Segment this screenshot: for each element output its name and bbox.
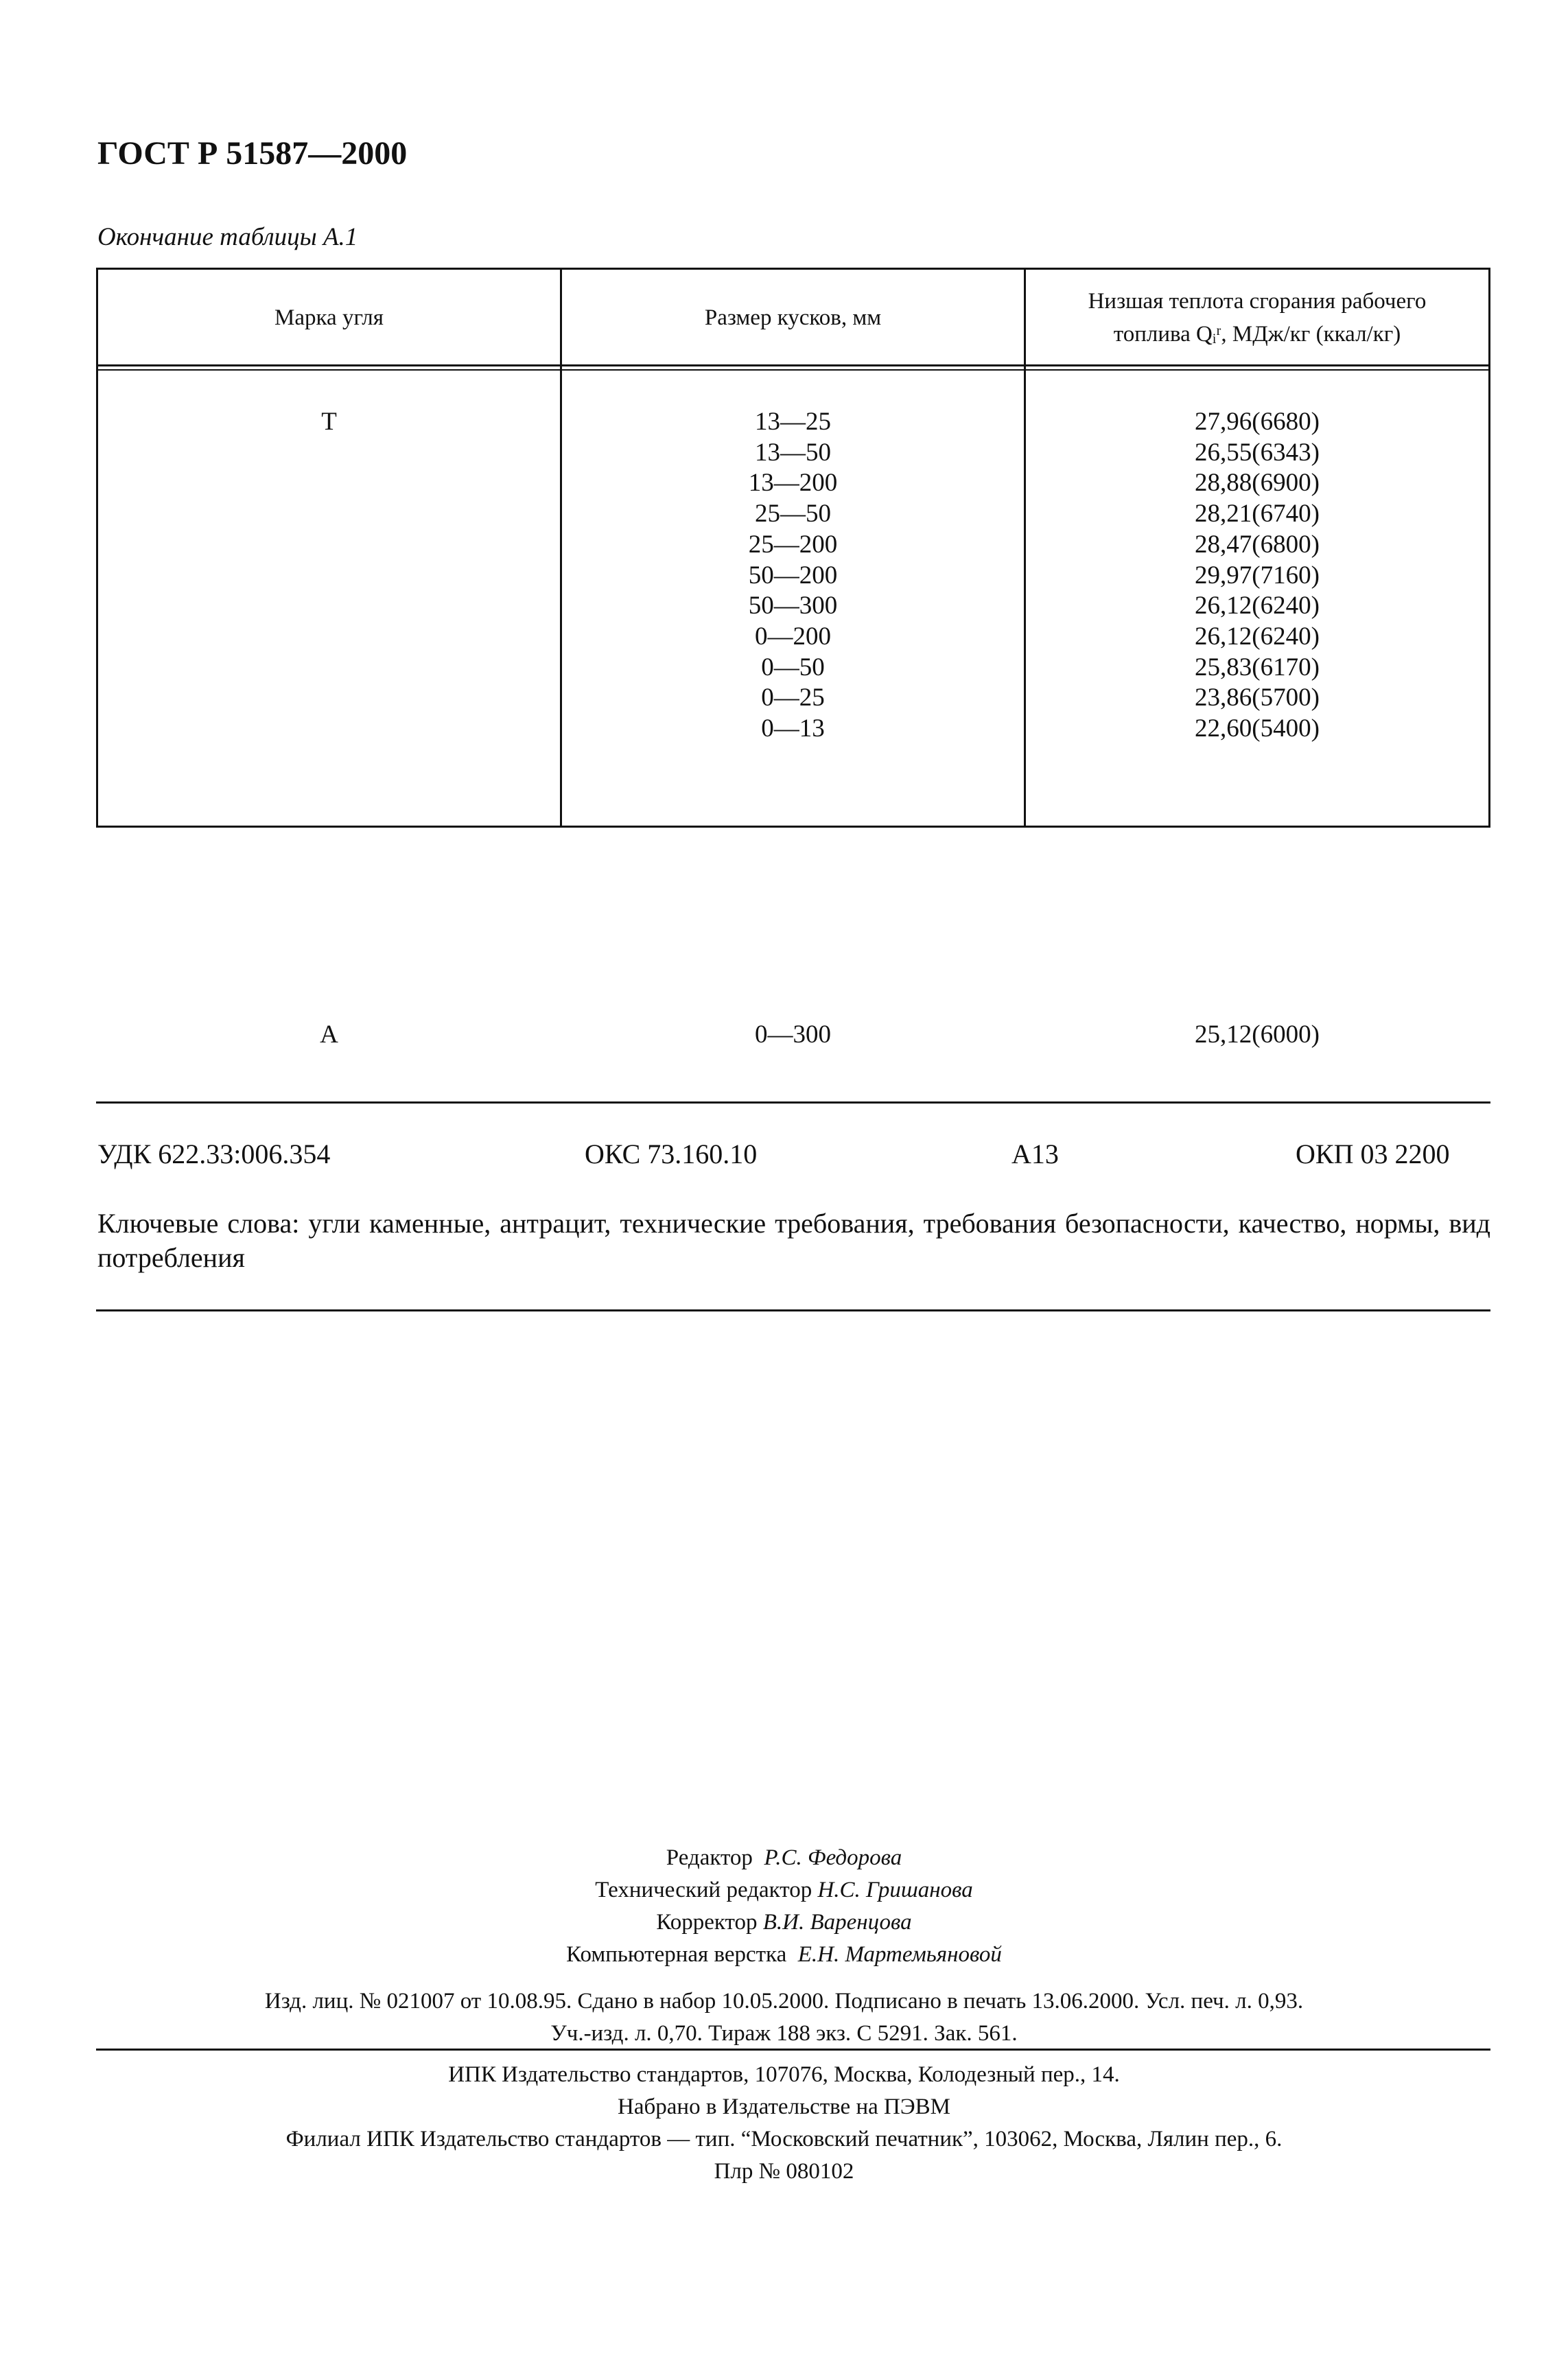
size-cell: 25—50	[755, 500, 831, 528]
sizes-list-t	[562, 407, 1024, 745]
header-divider-double	[98, 369, 1488, 371]
value-cell: 22,60(5400)	[1195, 714, 1320, 743]
header-size: Размер кусков, мм	[704, 305, 882, 330]
size-cell: 50—200	[748, 561, 838, 590]
credit-tech-editor: Технический редактор Н.С. Гришанова	[595, 1878, 973, 1902]
size-cell: 13—25	[755, 408, 831, 436]
value-cell: 28,21(6740)	[1195, 500, 1320, 528]
separator-rule	[96, 1101, 1490, 1104]
value-cell: 27,96(6680)	[1195, 408, 1320, 436]
size-cell: 25—200	[748, 530, 838, 559]
grade-cell: Т	[321, 408, 337, 436]
header-heat-value: Низшая теплота сгорания рабочего топлива Qᵢʳ, МДж/кг (ккал/кг)	[1088, 289, 1427, 347]
publisher-line: Набрано в Издательстве на ПЭВМ	[618, 2095, 950, 2119]
size-cell: 0—25	[761, 684, 825, 712]
value-cell: 28,47(6800)	[1195, 530, 1320, 559]
grade-t	[98, 407, 560, 438]
value-cell: 26,12(6240)	[1195, 622, 1320, 651]
oks-code: ОКС 73.160.10	[585, 1139, 758, 1169]
credit-layout: Компьютерная верстка Е.Н. Мартемьяновой	[566, 1942, 1002, 1967]
value-cell: 29,97(7160)	[1195, 561, 1320, 590]
size-cell: 13—50	[755, 438, 831, 467]
print-info	[0, 1985, 1568, 2050]
category-code: А13	[1011, 1139, 1059, 1169]
separator-rule	[96, 1309, 1490, 1311]
publisher-info	[0, 2059, 1568, 2188]
print-info-line: Уч.-изд. л. 0,70. Тираж 188 экз. С 5291. Зак. 561.	[550, 2021, 1018, 2046]
credit-editor: Редактор Р.С. Федорова	[666, 1845, 902, 1870]
publisher-line: ИПК Издательство стандартов, 107076, Москва, Колодезный пер., 14.	[448, 2062, 1120, 2087]
value-cell: 25,12(6000)	[1195, 1020, 1320, 1049]
heat-value-table	[96, 268, 1490, 1049]
table-caption: Окончание таблицы А.1	[97, 223, 358, 251]
size-cell: 0—13	[761, 714, 825, 743]
size-cell: 13—200	[748, 469, 838, 498]
size-cell: 0—50	[761, 653, 825, 681]
publisher-line: Плр № 080102	[714, 2159, 854, 2184]
header-grade: Марка угля	[274, 305, 384, 330]
value-cell: 26,55(6343)	[1195, 438, 1320, 467]
publisher-line: Филиал ИПК Издательство стандартов — тип. “Московский печатник”, 103062, Москва, Лялин пер., 6.	[285, 2127, 1283, 2151]
keywords: Ключевые слова: угли каменные, антрацит, технические требования, требования безопасности, качество, нормы, вид потребления	[97, 1208, 1490, 1273]
size-cell: 0—300	[755, 1020, 831, 1049]
size-cell: 50—300	[748, 592, 838, 620]
okp-code: ОКП 03 2200	[1296, 1139, 1450, 1169]
value-cell: 28,88(6900)	[1195, 469, 1320, 498]
value-cell: 26,12(6240)	[1195, 592, 1320, 620]
grade-a: А	[320, 1020, 338, 1049]
value-cell: 25,83(6170)	[1195, 653, 1320, 681]
value-cell: 23,86(5700)	[1195, 684, 1320, 712]
credits-block	[0, 1842, 1568, 1971]
values-list-t	[1026, 407, 1488, 745]
credit-corrector: Корректор В.И. Варенцова	[656, 1910, 912, 1935]
udk-code: УДК 622.33:006.354	[97, 1139, 331, 1169]
document-title: ГОСТ Р 51587—2000	[97, 135, 408, 172]
separator-rule	[96, 2049, 1490, 2051]
print-info-line: Изд. лиц. № 021007 от 10.08.95. Сдано в набор 10.05.2000. Подписано в печать 13.06.2000. Усл. печ. л. 0,93.	[264, 1989, 1304, 2014]
size-cell: 0—200	[755, 622, 831, 651]
